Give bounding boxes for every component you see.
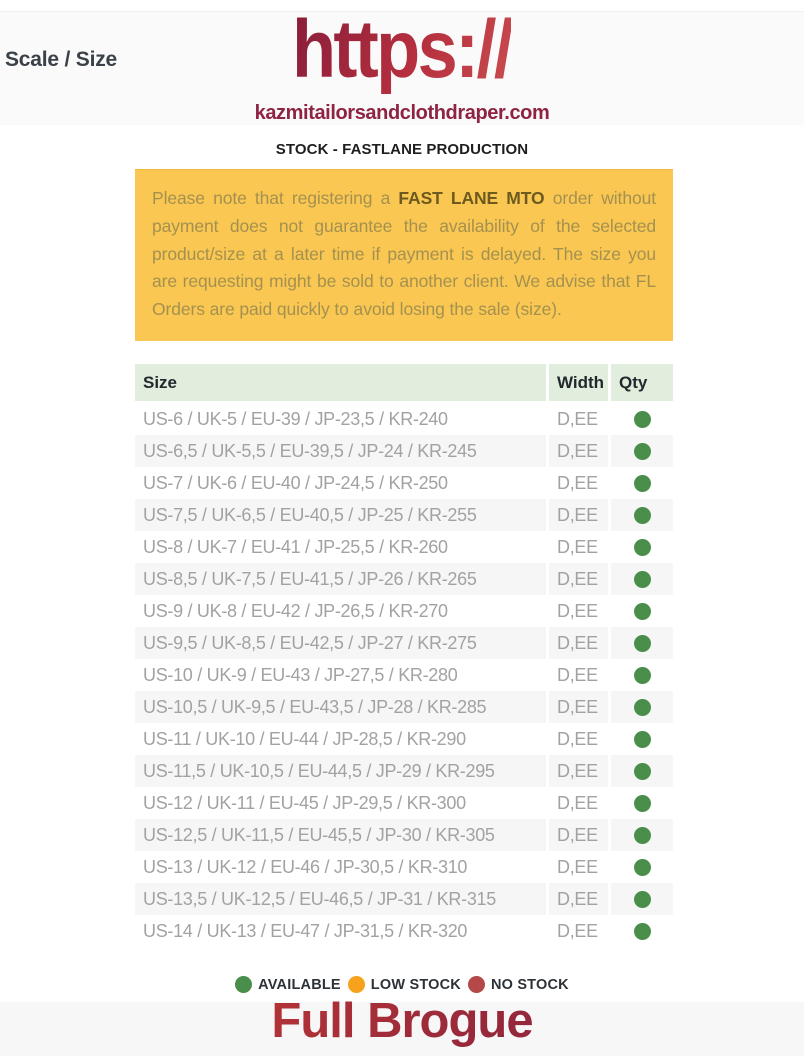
size-cell: US-9 / UK-8 / EU-42 / JP-26,5 / KR-270 [135, 595, 546, 627]
qty-cell [611, 531, 673, 563]
stock-status-dot [634, 667, 651, 684]
column-header-width: Width [549, 364, 608, 401]
notice-text-before: Please note that registering a [152, 188, 399, 208]
qty-cell [611, 819, 673, 851]
table-row[interactable] [135, 787, 673, 819]
stock-status-dot [634, 891, 651, 908]
qty-cell [611, 627, 673, 659]
width-cell: D,EE [549, 563, 608, 595]
stock-status-dot [634, 699, 651, 716]
stock-status-dot [634, 635, 651, 652]
table-row[interactable] [135, 627, 673, 659]
stock-status-dot [634, 827, 651, 844]
table-header-row [135, 364, 673, 401]
logo-https-text: https:// [292, 4, 512, 95]
table-row[interactable] [135, 851, 673, 883]
width-cell: D,EE [549, 595, 608, 627]
width-cell: D,EE [549, 691, 608, 723]
size-cell: US-12 / UK-11 / EU-45 / JP-29,5 / KR-300 [135, 787, 546, 819]
size-cell: US-13 / UK-12 / EU-46 / JP-30,5 / KR-310 [135, 851, 546, 883]
qty-cell [611, 755, 673, 787]
width-cell: D,EE [549, 723, 608, 755]
stock-legend [0, 976, 804, 993]
table-row[interactable] [135, 723, 673, 755]
size-cell: US-9,5 / UK-8,5 / EU-42,5 / JP-27 / KR-275 [135, 627, 546, 659]
size-cell: US-6 / UK-5 / EU-39 / JP-23,5 / KR-240 [135, 403, 546, 435]
logo-domain-text[interactable]: kazmitailorsandclothdraper.com [254, 102, 550, 124]
stock-status-dot [634, 603, 651, 620]
table-row[interactable] [135, 691, 673, 723]
table-row[interactable] [135, 531, 673, 563]
qty-cell [611, 595, 673, 627]
qty-cell [611, 499, 673, 531]
stock-status-dot [634, 475, 651, 492]
size-cell: US-8,5 / UK-7,5 / EU-41,5 / JP-26 / KR-265 [135, 563, 546, 595]
table-row[interactable] [135, 755, 673, 787]
legend-item [468, 976, 569, 993]
column-header-qty: Qty [611, 364, 673, 401]
size-cell: US-13,5 / UK-12,5 / EU-46,5 / JP-31 / KR-315 [135, 883, 546, 915]
size-cell: US-12,5 / UK-11,5 / EU-45,5 / JP-30 / KR-305 [135, 819, 546, 851]
qty-cell [611, 883, 673, 915]
width-cell: D,EE [549, 915, 608, 947]
qty-cell [611, 435, 673, 467]
legend-label: NO STOCK [490, 976, 569, 993]
size-cell: US-7 / UK-6 / EU-40 / JP-24,5 / KR-250 [135, 467, 546, 499]
stock-status-dot [634, 411, 651, 428]
qty-cell [611, 659, 673, 691]
table-row[interactable] [135, 563, 673, 595]
stock-status-dot [634, 539, 651, 556]
table-row[interactable] [135, 883, 673, 915]
legend-label: LOW STOCK [370, 976, 461, 993]
qty-cell [611, 467, 673, 499]
legend-item [235, 976, 341, 993]
breadcrumb-scale-size: Scale / Size [5, 48, 118, 71]
legend-status-dot [468, 976, 485, 993]
table-row[interactable] [135, 915, 673, 947]
notice-text-after: order without payment does not guarantee the availability of the selected product/size at a later time if payment is delayed. The size you are requesting might be sold to another client. We advise that FL Orders are paid quickly to avoid losing the sale (size). [152, 188, 656, 320]
size-cell: US-7,5 / UK-6,5 / EU-40,5 / JP-25 / KR-255 [135, 499, 546, 531]
stock-status-dot [634, 731, 651, 748]
table-row[interactable] [135, 403, 673, 435]
qty-cell [611, 403, 673, 435]
qty-cell [611, 915, 673, 947]
table-row[interactable] [135, 595, 673, 627]
legend-label: AVAILABLE [258, 976, 341, 993]
notice-bold-text: FAST LANE MTO [398, 188, 545, 208]
width-cell: D,EE [549, 435, 608, 467]
stock-status-dot [634, 923, 651, 940]
size-cell: US-6,5 / UK-5,5 / EU-39,5 / JP-24 / KR-245 [135, 435, 546, 467]
width-cell: D,EE [549, 627, 608, 659]
stock-status-dot [634, 763, 651, 780]
width-cell: D,EE [549, 403, 608, 435]
table-row[interactable] [135, 659, 673, 691]
table-row[interactable] [135, 499, 673, 531]
size-cell: US-8 / UK-7 / EU-41 / JP-25,5 / KR-260 [135, 531, 546, 563]
legend-item [348, 976, 461, 993]
stock-status-dot [634, 443, 651, 460]
size-cell: US-11,5 / UK-10,5 / EU-44,5 / JP-29 / KR-295 [135, 755, 546, 787]
size-cell: US-14 / UK-13 / EU-47 / JP-31,5 / KR-320 [135, 915, 546, 947]
fastlane-notice-box [135, 169, 673, 341]
table-row[interactable] [135, 467, 673, 499]
table-row[interactable] [135, 819, 673, 851]
size-cell: US-10 / UK-9 / EU-43 / JP-27,5 / KR-280 [135, 659, 546, 691]
legend-status-dot [235, 976, 252, 993]
width-cell: D,EE [549, 851, 608, 883]
site-logo[interactable] [0, 0, 804, 95]
width-cell: D,EE [549, 787, 608, 819]
width-cell: D,EE [549, 819, 608, 851]
qty-cell [611, 563, 673, 595]
page-title: STOCK - FASTLANE PRODUCTION [275, 141, 529, 158]
stock-status-dot [634, 507, 651, 524]
stock-status-dot [634, 571, 651, 588]
qty-cell [611, 691, 673, 723]
width-cell: D,EE [549, 883, 608, 915]
qty-cell [611, 723, 673, 755]
width-cell: D,EE [549, 755, 608, 787]
size-cell: US-11 / UK-10 / EU-44 / JP-28,5 / KR-290 [135, 723, 546, 755]
table-body [135, 403, 673, 947]
size-cell: US-10,5 / UK-9,5 / EU-43,5 / JP-28 / KR-285 [135, 691, 546, 723]
width-cell: D,EE [549, 499, 608, 531]
qty-cell [611, 851, 673, 883]
stock-status-dot [634, 859, 651, 876]
width-cell: D,EE [549, 531, 608, 563]
legend-status-dot [348, 976, 365, 993]
width-cell: D,EE [549, 659, 608, 691]
column-header-size: Size [135, 364, 546, 401]
table-row[interactable] [135, 435, 673, 467]
product-name: Full Brogue [0, 993, 804, 1049]
size-stock-table [135, 364, 673, 947]
qty-cell [611, 787, 673, 819]
stock-status-dot [634, 795, 651, 812]
width-cell: D,EE [549, 467, 608, 499]
